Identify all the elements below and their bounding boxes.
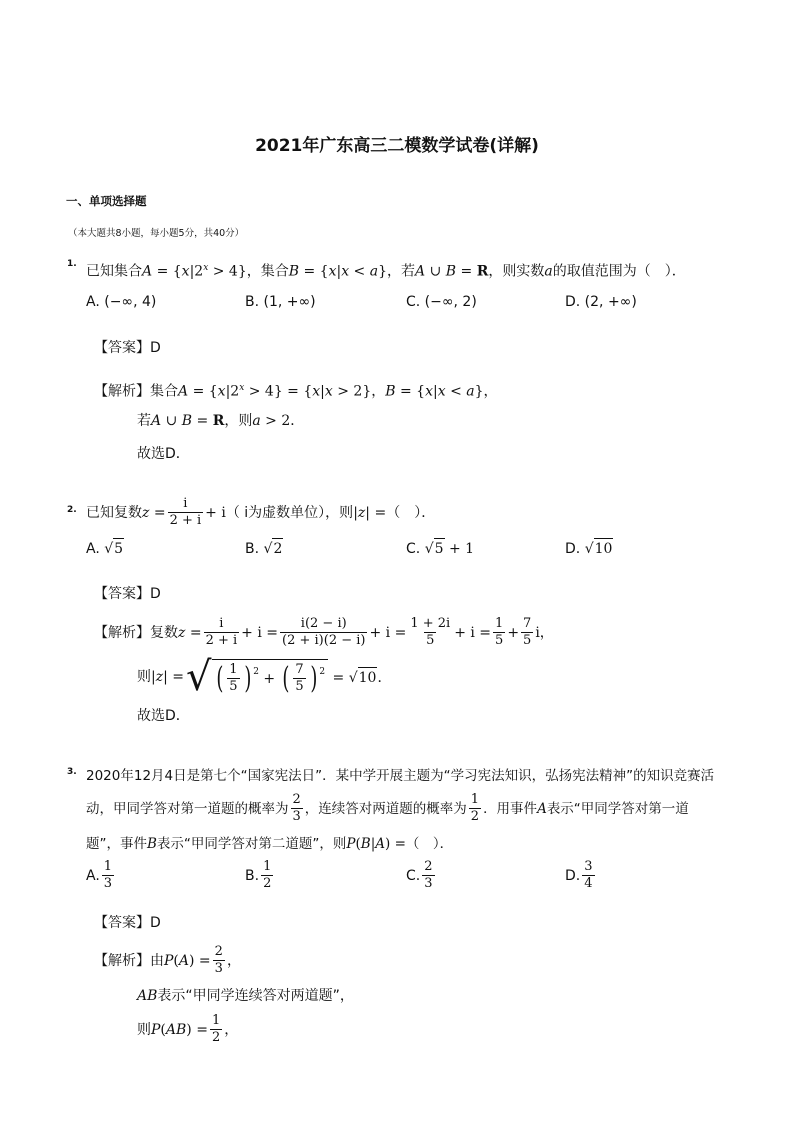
answer-2 bbox=[94, 584, 161, 604]
question-3-line-1: 2020年12月4日是第七个“国家宪法日”．某中学开展主题为“学习宪法知识，弘扬宪法精神”的知识竞赛活 bbox=[86, 768, 715, 784]
q1-stem-part: 的取值范围为（ ）． bbox=[552, 263, 686, 280]
answer-value: D bbox=[150, 340, 161, 356]
analysis-text: ，则 bbox=[224, 413, 253, 429]
option-a: A. $\frac{1}{3}$ bbox=[86, 859, 113, 891]
q3-text: 动，甲同学答对第一道题的概率为 bbox=[86, 800, 289, 817]
option-letter: B. bbox=[245, 867, 260, 884]
option-b: B. $\frac{1}{2}$ bbox=[245, 859, 272, 891]
analysis-3-line-1: 【解析】 由 P ( A ) = $\frac{2}{3}$ ， bbox=[94, 944, 241, 976]
option-b: B. √2 bbox=[245, 538, 283, 559]
analysis-2-line-1: 【解析】 复数 z = $\frac{i}{2 + i}$ + i = $\frac{i(2 - i)}{(2 + i)(2 - i)}$ + i = $\frac{1 + 2i}{5}$ + i = $\frac{1}{5}$ + $\frac{7}{5}$ i， bbox=[94, 616, 554, 648]
option-letter: A. bbox=[86, 867, 100, 884]
analysis-1-line-1: 【解析】集合$A = \{x|2^x > 4\} = \{x|x > 2\}$，B = {x|x < a}， bbox=[94, 383, 498, 400]
q2-stem-part: （ i为虚数单位），则 bbox=[225, 504, 354, 521]
question-3-line-3: 题”，事件B表示“甲同学答对第二道题”，则P(B|A) =（ ）． bbox=[86, 836, 454, 852]
analysis-2-line-2: 则 | z | = √ ( $\frac{1}{5}$ ) $^2$ + ( $\frac{7}{5}$ ) $^2$ = √10． bbox=[137, 654, 392, 700]
option-c: C. (−∞, 2) bbox=[406, 294, 477, 310]
option-c: C. √5 + 1 bbox=[406, 538, 474, 559]
q1-stem-part: ，若 bbox=[387, 263, 416, 280]
q2-stem-part: （ ）． bbox=[386, 504, 436, 521]
analysis-text: 若 bbox=[137, 413, 151, 429]
question-number-3: 3. bbox=[67, 767, 77, 777]
q3-text: 表示“甲同学答对第二道题”，则 bbox=[156, 836, 347, 852]
analysis-text: ， bbox=[371, 383, 386, 400]
q1-stem-part: ，集合 bbox=[246, 263, 289, 280]
analysis-text: 复数 bbox=[150, 624, 178, 641]
option-d: D. √10 bbox=[565, 538, 613, 559]
question-number-1: 1. bbox=[67, 259, 77, 269]
analysis-1-line-2: 若A ∪ B = R，则a > 2． bbox=[137, 413, 305, 429]
q3-text: （ ）． bbox=[405, 836, 454, 852]
q3-text: ．用事件 bbox=[483, 800, 538, 817]
analysis-label: 【解析】 bbox=[94, 624, 150, 641]
answer-label: 【答案】 bbox=[94, 915, 150, 931]
analysis-1-conclusion: 故选D． bbox=[137, 446, 190, 462]
option-d: D. (2, +∞) bbox=[565, 294, 637, 310]
option-letter: A. bbox=[86, 541, 100, 557]
analysis-3-line-3: 则 P ( AB ) = $\frac{1}{2}$ ， bbox=[137, 1013, 239, 1045]
answer-3 bbox=[94, 913, 161, 933]
option-a: A. (−∞, 4) bbox=[86, 294, 157, 310]
fraction: $\frac{i}{2 + i}$ bbox=[169, 496, 202, 528]
q2-stem-part: 已知复数 bbox=[86, 504, 142, 521]
question-2-stem: 已知复数 z = $\frac{i}{2 + i}$ + i （ i为虚数单位），则 | z | = （ ）． bbox=[86, 496, 436, 528]
option-d: D. $\frac{3}{4}$ bbox=[565, 859, 593, 891]
analysis-text: 由 bbox=[150, 952, 164, 969]
section-note: （本大题共8小题，每小题5分，共40分） bbox=[68, 228, 245, 239]
analysis-2-conclusion: 故选D． bbox=[137, 708, 190, 724]
analysis-text: 集合 bbox=[150, 383, 178, 400]
analysis-3-line-2: AB表示“甲同学连续答对两道题”， bbox=[137, 988, 354, 1004]
analysis-label: 【解析】 bbox=[94, 952, 150, 969]
option-letter: C. bbox=[406, 867, 421, 884]
q1-stem-part: ，则实数 bbox=[488, 263, 545, 280]
option-c: C. $\frac{2}{3}$ bbox=[406, 859, 433, 891]
question-number-2: 2. bbox=[67, 505, 77, 515]
option-a: A. √5 bbox=[86, 538, 124, 559]
answer-1 bbox=[94, 338, 161, 358]
answer-label: 【答案】 bbox=[94, 586, 150, 602]
option-letter: D. bbox=[565, 541, 581, 557]
answer-label: 【答案】 bbox=[94, 340, 150, 356]
analysis-text: 则 bbox=[137, 1021, 151, 1038]
option-letter: D. bbox=[565, 867, 581, 884]
analysis-text: 则 bbox=[137, 669, 151, 685]
option-b: B. (1, +∞) bbox=[245, 294, 316, 310]
answer-value: D bbox=[150, 586, 161, 602]
q1-stem-part: 已知集合 bbox=[86, 263, 142, 280]
section-heading: 一、单项选择题 bbox=[66, 194, 147, 208]
analysis-label: 【解析】 bbox=[94, 383, 150, 400]
analysis-text: 表示“甲同学连续答对两道题”， bbox=[157, 988, 354, 1004]
question-3-line-2: 动，甲同学答对第一道题的概率为 $\frac{2}{3}$ ，连续答对两道题的概率为 $\frac{1}{2}$ ．用事件 A 表示“甲同学答对第一道 bbox=[86, 792, 689, 824]
option-letter: B. bbox=[245, 541, 260, 557]
question-1-stem: 已知集合$A = \{x|2^x > 4\}$，集合B = {x|x < a}，若A ∪ B = R，则实数a的取值范围为（ ）． bbox=[86, 263, 686, 280]
q3-text: 表示“甲同学答对第一道 bbox=[546, 800, 689, 817]
page-title: 2021年广东高三二模数学试卷(详解) bbox=[255, 136, 539, 156]
answer-value: D bbox=[150, 915, 161, 931]
q3-text: ，连续答对两道题的概率为 bbox=[304, 800, 467, 817]
q3-text: 题”，事件 bbox=[86, 836, 147, 852]
option-letter: C. bbox=[406, 541, 421, 557]
